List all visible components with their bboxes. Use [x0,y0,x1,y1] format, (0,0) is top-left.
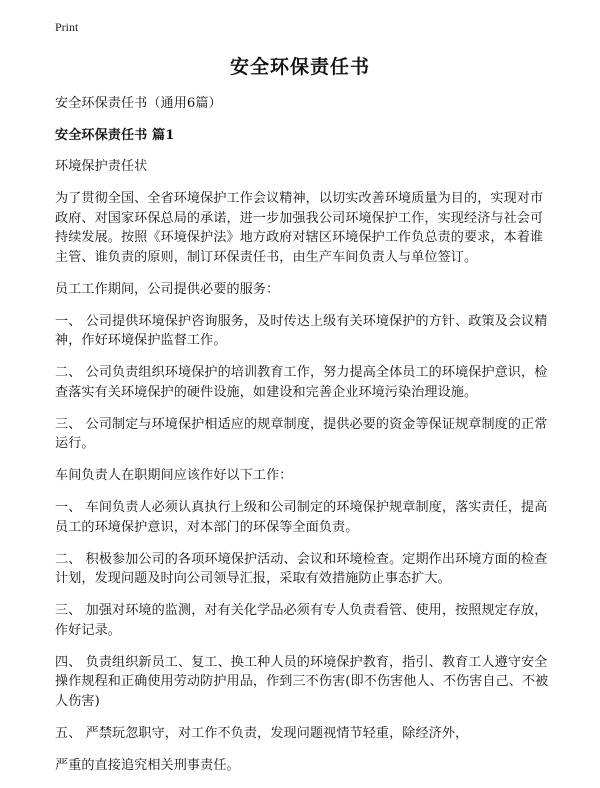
print-label: Print [55,20,79,34]
paragraph-intro: 为了贯彻全国、全省环境保护工作会议精神，以切实改善环境质量为目的，实现对市政府、对国家环保总局的承诺，进一步加强我公司环境保护工作，实现经济与社会可持续发展。按照《环境保护法》地方政府对辖区环境保护工作负总责的要求，本着谁主管、谁负责的原则，制订环保责任书，由生产车间负责人与单位签订。 [55,191,544,265]
paragraph-manager-item-5: 五、 严禁玩忽职守，对工作不负责，发现问题视情节轻重，除经济外， [55,725,469,741]
paragraph-manager-duties-heading: 车间负责人在职期间应该作好以下工作： [55,468,293,483]
paragraph-manager-item-1: 一、 车间负责人必须认真执行上级和公司制定的环境保护规章制度，落实责任，提高员工的环境保护意识，对本部门的环保等全面负责。 [55,500,548,535]
paragraph-company-item-1: 一、 公司提供环境保护咨询服务，及时传达上级有关环境保护的方针、政策及会议精神，作好环境保护监督工作。 [55,313,548,348]
paragraph-manager-item-3: 三、 加强对环境的监测，对有关化学品必须有专人负责看管、使用，按照规定存放，作好记录。 [55,603,548,638]
section-heading: 安全环保责任书 篇1 [55,127,175,143]
paragraph-company-item-2: 二、 公司负责组织环境保护的培训教育工作，努力提高全体员工的环境保护意识，检查落实有关环境保护的硬件设施，如建设和完善企业环境污染治理设施。 [55,365,548,400]
document-body [55,94,550,788]
paragraph-closing: 严重的直接追究相关刑事责任。 [55,757,240,773]
paragraph-company-services-heading: 员工工作期间，公司提供必要的服务： [55,281,280,297]
paragraph-manager-item-4: 四、 负责组织新员工、复工、换工种人员的环境保护教育，指引、教育工人遵守安全操作规程和正确使用劳动防护用品，作到三不伤害(即不伤害他人、不伤害自己、不被人伤害) [55,654,549,709]
paragraph-company-item-3: 三、 公司制定与环境保护相适应的规章制度，提供必要的资金等保证规章制度的正常运行。 [55,416,548,451]
page-title: 安全环保责任书 [229,56,370,78]
paragraph-heading: 环境保护责任状 [55,159,148,174]
paragraph-manager-item-2: 二、 积极参加公司的各项环境保护活动、会议和环境检查。定期作出环境方面的检查计划，发现问题及时向公司领导汇报，采取有效措施防止事态扩大。 [55,551,548,586]
document-subtitle: 安全环保责任书（通用6篇） [55,96,222,111]
